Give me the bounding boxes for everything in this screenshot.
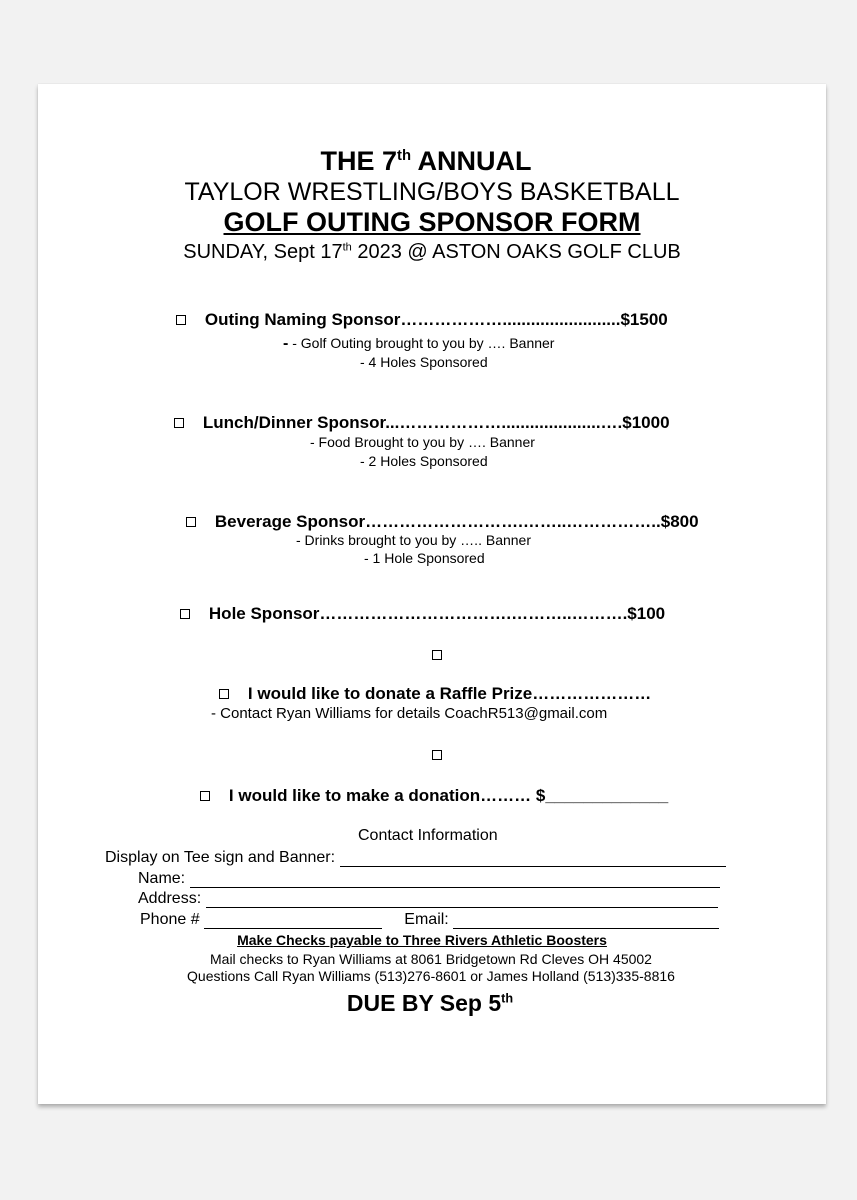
sponsor-detail: - 2 Holes Sponsored [360,453,488,469]
annual-title: THE 7th ANNUAL [320,146,532,176]
sponsor-label: Lunch/Dinner Sponsor...……………….....................….$1000 [202,413,670,432]
form-title: GOLF OUTING SPONSOR FORM [223,207,641,237]
checkbox-icon[interactable] [176,315,186,325]
due-date: DUE BY Sep 5th [346,990,514,1016]
donation-label: I would like to make a donation……… $_____________ [228,786,669,805]
lunch-dinner-sponsor-option[interactable] [174,413,670,433]
sponsor-label: Beverage Sponsor……………………….……..……………..$800 [214,512,699,531]
name-row [138,870,720,888]
sponsor-detail: - 4 Holes Sponsored [360,354,488,370]
contact-info-heading: Contact Information [358,827,498,844]
display-name-label: Display on Tee sign and Banner: [105,849,336,866]
phone-email-row [140,911,719,929]
address-field[interactable] [206,893,718,908]
checkbox-icon[interactable] [174,418,184,428]
empty-checkbox[interactable] [432,647,442,665]
donation-option[interactable] [200,786,668,806]
empty-checkbox[interactable] [432,747,442,765]
phone-field[interactable] [204,914,382,929]
email-label: Email: [404,911,449,928]
beverage-sponsor-option[interactable] [186,512,699,532]
display-name-field[interactable] [340,852,726,867]
address-label: Address: [138,890,202,907]
name-label: Name: [138,870,186,887]
sponsor-detail: - Food Brought to you by …. Banner [310,434,535,450]
raffle-contact-detail: - Contact Ryan Williams for details CoachR513@gmail.com [211,705,608,722]
address-row [138,890,718,908]
outing-naming-sponsor-option[interactable] [176,310,668,330]
program-subtitle: TAYLOR WRESTLING/BOYS BASKETBALL [184,178,680,206]
checkbox-icon[interactable] [219,689,229,699]
sponsor-detail: - 1 Hole Sponsored [364,550,485,566]
email-field[interactable] [453,914,719,929]
checks-payable-note: Make Checks payable to Three Rivers Athletic Boosters [237,932,607,948]
sponsor-form-page [38,84,826,1104]
event-date-location: SUNDAY, Sept 17th 2023 @ ASTON OAKS GOLF CLUB [183,241,681,263]
sponsor-label: Outing Naming Sponsor……………….........................$1500 [204,310,668,329]
display-name-row [105,849,726,867]
hole-sponsor-option[interactable] [180,604,665,624]
checkbox-icon[interactable] [432,650,442,660]
raffle-prize-option[interactable] [219,684,651,704]
raffle-label: I would like to donate a Raffle Prize………………… [247,684,652,703]
sponsor-detail: - Drinks brought to you by ….. Banner [296,532,531,548]
checkbox-icon[interactable] [200,791,210,801]
mailing-address: Mail checks to Ryan Williams at 8061 Bridgetown Rd Cleves OH 45002 [210,951,652,967]
checkbox-icon[interactable] [180,609,190,619]
checkbox-icon[interactable] [432,750,442,760]
checkbox-icon[interactable] [186,517,196,527]
phone-label: Phone # [140,911,200,928]
sponsor-label: Hole Sponsor…………………………….………..……….$100 [208,604,666,623]
sponsor-detail: - - Golf Outing brought to you by …. Banner [283,335,555,352]
questions-contact: Questions Call Ryan Williams (513)276-8601 or James Holland (513)335-8816 [187,968,675,984]
name-field[interactable] [190,873,720,888]
